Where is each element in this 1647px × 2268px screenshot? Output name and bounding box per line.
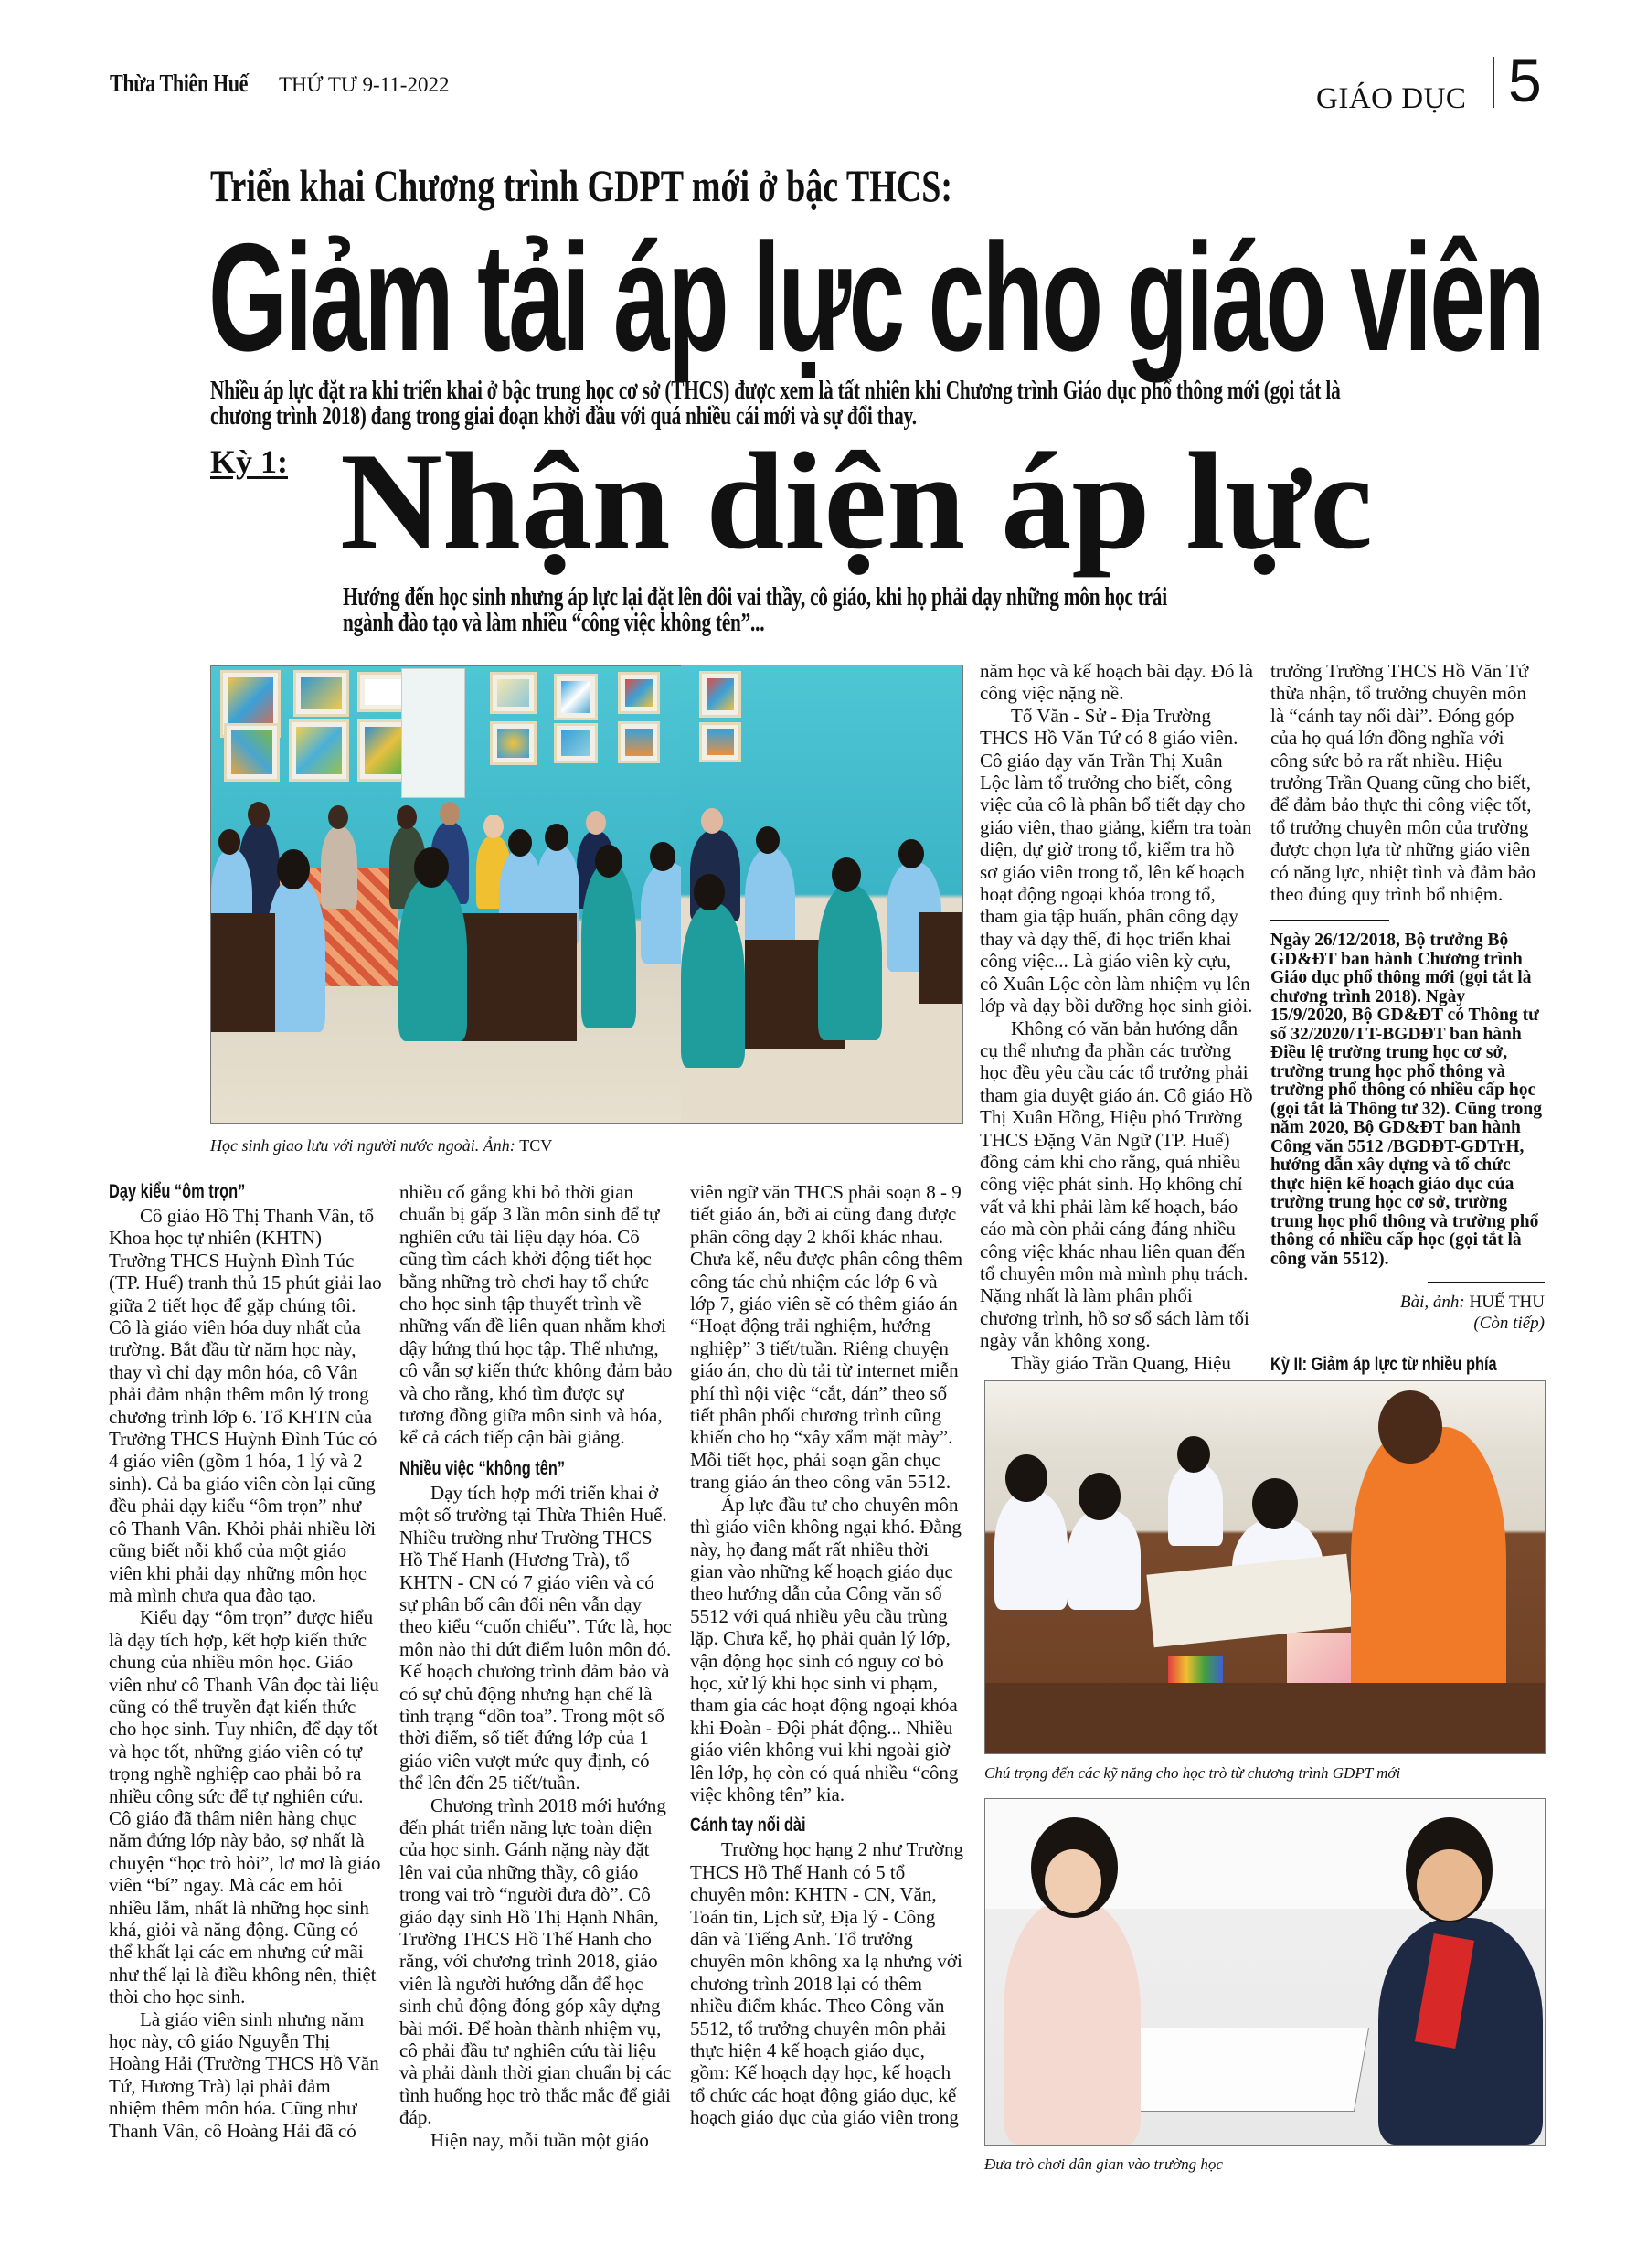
newspaper-name: Thừa Thiên Huế: [110, 69, 249, 97]
header-divider: [1493, 57, 1494, 108]
byline-author: HUẾ THU: [1469, 1293, 1545, 1313]
wall-map: [401, 668, 465, 798]
issue-date: THỨ TƯ 9-11-2022: [279, 73, 450, 96]
article-column-3: [690, 1181, 964, 2129]
photo-caption-2: Chú trọng đến các kỹ năng cho học trò từ chương trình GDPT mới: [984, 1764, 1401, 1782]
article-column-1: [109, 1181, 383, 2142]
paragraph: Cô giáo Hồ Thị Thanh Vân, tổ Khoa học tự nhiên (KHTN) Trường THCS Huỳnh Đình Túc (TP. Huế) tranh thủ 15 phút giải lao giữa 2 tiết học để gặp chúng tôi. Cô là giáo viên hóa duy nhất của trường. Bắt đầu từ năm học này, thay vì chỉ dạy môn hóa, cô Vân phải đảm nhận thêm môn lý trong chương trình lớp 6. Tổ KHTN của Trường THCS Huỳnh Đình Túc có 4 giáo viên (gồm 1 hóa, 1 lý và 2 sinh). Cả ba giáo viên còn lại cũng đều phải dạy kiểu “ôm trọn” như cô Thanh Vân. Khỏi phải nhiều lời cũng biết nỗi khổ của một giáo viên khi phải dạy những môn học mà mình chưa qua đào tạo.: [109, 1205, 382, 1606]
photo-classroom-exchange-right: [681, 665, 962, 1123]
regulation-info-box: Ngày 26/12/2018, Bộ trưởng Bộ GD&ĐT ban hành Chương trình Giáo dục phổ thông mới (gọi tắt là chương trình 2018). Ngày 15/9/2020, Bộ GD&ĐT có Thông tư số 32/2020/TT-BGDĐT ban hành Điều lệ trường trung học cơ sở, trường trung học phổ thông và trường phổ thông có nhiều cấp học (gọi tắt là Thông tư 32). Cũng trong năm 2020, Bộ GD&ĐT ban hành Công văn 5512 /BGDĐT-GDTrH, hướng dẫn xây dựng và tổ chức thực hiện kế hoạch giáo dục của trường trung học cơ sở, trường trung học phổ thông và trường phổ thông có nhiều cấp học (gọi tắt là công văn 5512).: [1270, 931, 1543, 1269]
paragraph: Chương trình 2018 mới hướng đến phát triển năng lực toàn diện của học sinh. Gánh nặng này đặt lên vai của những thầy, cô giáo trong vai trò “người đưa đò”. Cô giáo dạy sinh Hồ Thị Hạnh Nhân, Trường THCS Hồ Thế Hanh cho rằng, với chương trình 2018, giáo viên là người hướng dẫn để học sinh chủ động đóng góp xây dựng bài mới. Để hoàn thành nhiệm vụ, cô phải đầu tư nghiên cứu tài liệu và phải dành thời gian chuẩn bị các tình huống học trò thắc mắc để giải đáp.: [399, 1794, 672, 2129]
paragraph: Tổ Văn - Sử - Địa Trường THCS Hồ Văn Tứ có 8 giáo viên. Cô giáo dạy văn Trần Thị Xuân Lộc làm tổ trưởng cho biết, công việc của cô là phân bổ tiết dạy cho giáo viên, thao giảng, kiểm tra toàn diện, dự giờ trong tổ, kiểm tra hồ sơ giáo viên trong tổ, lên kế hoạch hoạt động ngoại khóa trong tổ, tham gia tập huấn, phân công dạy thay và dạy thế, đi học triển khai công việc... Là giáo viên kỳ cựu, cô Xuân Lộc còn làm nhiệm vụ lên lớp và dạy bồi dưỡng học sinh giỏi.: [980, 704, 1253, 1017]
article-kicker: Triển khai Chương trình GDPT mới ở bậc THCS:: [210, 160, 952, 211]
paragraph: Thầy giáo Trần Quang, Hiệu: [1011, 1351, 1231, 1374]
byline-rule: [1428, 1282, 1545, 1283]
paragraph: Không có văn bản hướng dẫn cụ thể nhưng đa phần các trường học đều yêu cầu các tổ trưởng phải tham gia duyệt giáo án. Cô giáo Hồ Thị Xuân Hồng, Hiệu phó Trường THCS Đặng Văn Ngữ (TP. Huế) đồng cảm khi cho rằng, quá nhiều công việc phát sinh. Họ không chỉ vất vả khi phải làm kế hoạch, báo cáo mà còn phải cáng đáng nhiều công việc khác nhau liên quan đến tổ chuyên môn mà mình phụ trách. Nặng nhất là làm phân phối chương trình, hồ sơ sổ sách làm tối ngày vẫn không xong.: [980, 1017, 1253, 1352]
paragraph: Trường học hạng 2 như Trường THCS Hồ Thế Hanh có 5 tổ chuyên môn: KHTN - CN, Văn, Toán tin, Lịch sử, Địa lý - Công dân và Tiếng Anh. Tổ trưởng chuyên môn không xa lạ nhưng với chương trình 2018 lại có thêm nhiều điểm khác. Theo Công văn 5512, tổ trưởng chuyên môn phải thực hiện 4 kế hoạch giáo dục, gồm: Kế hoạch dạy học, kế hoạch tổ chức các hoạt động giáo dục, kế hoạch giáo dục của giáo viên trong: [690, 1838, 964, 2129]
article-lead: Hướng đến học sinh nhưng áp lực lại đặt lên đôi vai thầy, cô giáo, khi họ phải dạy những môn học trái ngành đào tạo và làm nhiều “công việc không tên”...: [343, 583, 1167, 637]
article-sapo: Nhiều áp lực đặt ra khi triển khai ở bậc trung học cơ sở (THCS) được xem là tất nhiên khi Chương trình Giáo dục phổ thông mới (gọi tắt là chương trình 2018) đang trong giai đoạn khởi đầu với quá nhiều cái mới và sự đổi thay.: [210, 377, 1341, 431]
part-title-wrap: [340, 424, 1373, 578]
paragraph: năm học và kế hoạch bài dạy. Đó là công việc nặng nề.: [980, 660, 1253, 705]
article-headline: Giảm tải áp lực cho giáo viên: [208, 211, 1543, 383]
paragraph: trưởng Trường THCS Hồ Văn Tứ thừa nhận, tổ trưởng chuyên môn là “cánh tay nối dài”. Đóng góp của họ quá lớn đồng nghĩa với công sức bỏ ra rất nhiều. Hiệu trưởng Trần Quang cũng cho biết, để đảm bảo thực thi công việc tốt, tổ trưởng chuyên môn của trường được chọn lựa từ những giáo viên có năng lực, nhiệt tình và đảm bảo theo đúng quy trình bổ nhiệm.: [1270, 660, 1536, 906]
headline-wrap: [208, 211, 1647, 383]
photo-teacher-students: [984, 1380, 1546, 1754]
part-label: Kỳ 1:: [210, 443, 288, 480]
photo-caption-3: Đưa trò chơi dân gian vào trường học: [984, 2156, 1223, 2173]
article-column-5: [1270, 660, 1545, 1377]
part-title: Nhận diện áp lực: [340, 424, 1373, 578]
article-column-2: [399, 1181, 674, 2151]
paragraph: Kiểu dạy “ôm trọn” được hiểu là dạy tích hợp, kết hợp kiến thức chung của nhiều môn học. Giáo viên như cô Thanh Vân đọc tài liệu cũng có thể truyền đạt kiến thức cho học sinh. Tuy nhiên, để dạy tốt và học tốt, những giáo viên có tự trọng nghề nghiệp cao phải bỏ ra nhiều công sức để tự nghiên cứu. Cô giáo đã thâm niên hàng chục năm đứng lớp này bảo, sợ nhất là chuyện “học trò hỏi”, lơ mơ là giáo viên “bí” ngay. Mà các em hỏi nhiều lắm, nhất là những học sinh khá, giỏi và năng động. Cũng có thể khất lại các em nhưng cứ mãi như thế lại là điều không nên, thiệt thòi cho học sinh.: [109, 1606, 381, 2008]
paragraph: Hiện nay, mỗi tuần một giáo: [430, 2128, 649, 2151]
section-name: GIÁO DỤC: [1316, 82, 1467, 115]
page-number: 5: [1508, 47, 1542, 114]
paragraph: viên ngữ văn THCS phải soạn 8 - 9 tiết giáo án, bởi ai cũng đang được phân công dạy 2 khối khác nhau. Chưa kể, nếu được phân công thêm công tác chủ nhiệm các lớp 6 và lớp 7, giáo viên sẽ có thêm giáo án “Hoạt động trải nghiệm, hướng nghiệp” 3 tiết/tuần. Riêng chuyện giáo án, cho dù tải từ internet miễn phí thì nội việc “cắt, dán” theo số tiết phân phối chương trình cũng khiến cho họ “xây xẩm mặt mày”. Mỗi tiết học, phải soạn gần chục trang giáo án theo công văn 5512.: [690, 1181, 963, 1494]
paragraph: Là giáo viên sinh nhưng năm học này, cô giáo Nguyễn Thị Hoàng Hải (Trường THCS Hồ Văn Tứ, Hương Trà) lại phải đảm nhiệm thêm môn hóa. Cũng như Thanh Vân, cô Hoàng Hải đã có: [109, 2007, 379, 2142]
next-part-teaser: Kỳ II: Giảm áp lực từ nhiều phía: [1270, 1354, 1497, 1376]
caption-text: Học sinh giao lưu với người nước ngoài. Ảnh:: [210, 1136, 515, 1155]
photo-credit: TCV: [519, 1136, 553, 1155]
photo-folk-game: [984, 1798, 1546, 2146]
box-top-rule: [1270, 920, 1389, 921]
article-column-4: [980, 660, 1254, 1374]
paragraph: Dạy tích hợp mới triển khai ở một số trường tại Thừa Thiên Huế. Nhiều trường như Trường THCS Hồ Thế Hanh (Hương Trà), tổ KHTN - CN có 7 giáo viên và có sự phân bố cân đối nên vẫn dạy theo kiểu “cuốn chiếu”. Tức là, học môn nào thi dứt điểm luôn môn đó. Kế hoạch chương trình đảm bảo và có sự chủ động nhưng hạn chế là tình trạng “dồn toa”. Trong một số thời điểm, số tiết đứng lớp của 1 giáo viên vượt mức quy định, có thể lên đến 25 tiết/tuần.: [399, 1481, 672, 1794]
paragraph: Áp lực đầu tư cho chuyên môn thì giáo viên không ngại khó. Đằng này, họ đang mất rất nhiều thời gian vào những kế hoạch giáo dục theo hướng dẫn của Công văn số 5512 với quá nhiều yêu cầu trùng lặp. Chưa kể, họ phải quản lý lớp, vận động học sinh có nguy cơ bỏ học, xử lý khi học sinh vi phạm, tham gia các hoạt động ngoại khóa khi Đoàn - Đội phát động... Nhiều giáo viên không vui khi ngoài giờ lên lớp, họ còn có quá nhiều “công việc không tên” kia.: [690, 1493, 962, 1805]
subheading: Dạy kiểu “ôm trọn”: [109, 1181, 246, 1202]
column-5-text: [1270, 660, 1545, 905]
photo-caption-1: [210, 1136, 552, 1155]
continued-note: (Còn tiếp): [1473, 1314, 1545, 1334]
kicker-wrap: [210, 161, 1187, 211]
subheading: Nhiều việc “không tên”: [399, 1457, 566, 1479]
byline: [1270, 1292, 1545, 1334]
byline-label: Bài, ảnh:: [1400, 1293, 1465, 1313]
paragraph: nhiều cố gắng khi bỏ thời gian chuẩn bị gấp 3 lần môn sinh để tự nghiên cứu tài liệu dạy hóa. Cô cũng tìm cách khởi động tiết học bằng những trò chơi hay tổ chức cho học sinh tập thuyết trình về những vấn đề liên quan nhằm khơi dậy hứng thú học tập. Thế nhưng, cô vẫn sợ kiến thức không đảm bảo và cho rằng, khó tìm được sự tương đồng giữa môn sinh và hóa, kể cả cách tiếp cận bài giảng.: [399, 1181, 673, 1449]
subheading: Cánh tay nối dài: [690, 1815, 806, 1837]
